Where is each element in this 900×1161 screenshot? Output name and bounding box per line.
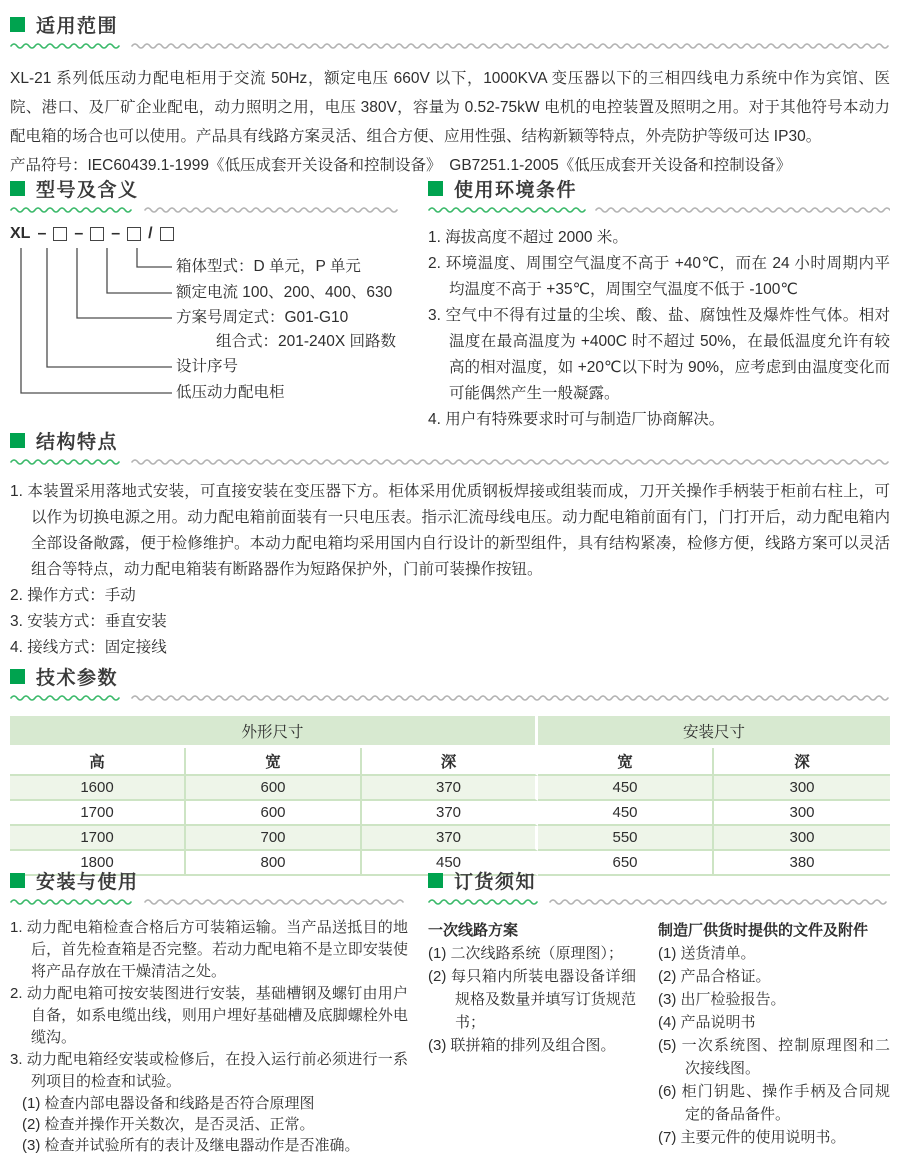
section-ordering (428, 868, 890, 1149)
ordering-left-heading: 一次线路方案 (428, 922, 519, 939)
list-item: (2) 每只箱内所装电器设备详细规格及数量并填写订货规范书； (428, 968, 636, 1031)
list-item: (7) 主要元件的使用说明书。 (658, 1129, 846, 1146)
green-square-bullet-icon (10, 873, 25, 888)
list-item: 3. 空气中不得有过量的尘埃、酸、盐、腐蚀性及爆炸性气体。相对温度在最高温度为 +400C 时不超过 50%，在最低温度允许有较高的相对温度，如 +20℃以下时为 90%，应考虑到由温度变化而可能偶然产生一般凝露。 (428, 307, 890, 402)
list-item: 4. 用户有特殊要求时可与制造厂协商解决。 (428, 411, 725, 428)
scope-paragraph: XL-21 系列低压动力配电柜用于交流 50Hz，额定电压 660V 以下，1000KVA 变压器以下的三相四线电力系统中作为宾馆、医院、港口、及厂矿企业配电，动力照明之用，电压 380V，容量为 0.52-75kW 电机的电控装置及照明之用。对于其他符号本动力配电箱的场合也可以使用。产品具有线路方案灵活、组合方便、应用性强、结构新颖等特点，外壳防护等级可达 IP30。 (10, 70, 890, 145)
table-cell: 1800 (10, 851, 186, 876)
wave-green-segment (10, 40, 122, 52)
wave-green-segment (10, 456, 122, 468)
sub-list-item: (3) 检查并试验所有的表计及继电器动作是否准确。 (22, 1137, 360, 1154)
model-label-product-name: 低压动力配电柜 (176, 384, 285, 401)
model-code-diagram (10, 224, 402, 420)
list-item: 1. 动力配电箱检查合格后方可装箱运输。当产品送抵目的地后，首先检查箱是否完整。若动力配电箱不是立即安装使将产品存放在干燥清洁之处。 (10, 919, 408, 980)
section-tech (10, 664, 890, 876)
wave-gray-segment (131, 692, 890, 704)
wave-gray-segment (131, 456, 890, 468)
model-code-separator: – (74, 225, 84, 242)
model-code-prefix: XL (10, 225, 31, 242)
table-cell: 600 (186, 801, 362, 826)
list-item: (3) 出厂检验报告。 (658, 991, 786, 1008)
ordering-right-column (658, 919, 890, 1149)
section-header (10, 868, 408, 892)
wave-divider (10, 456, 890, 468)
table-col-header: 深 (714, 748, 890, 776)
list-item: 2. 动力配电箱可按安装图进行安装，基础槽钢及螺钉由用户自备，如系电缆出线，则用户埋好基础槽及底脚螺栓外电缆沟。 (10, 985, 408, 1046)
list-item: 1. 本装置采用落地式安装，可直接安装在变压器下方。柜体采用优质钢板焊接或组装而成，刀开关操作手柄装于柜前右柱上，可以作为切换电源之用。动力配电箱前面装有一只电压表。指示汇流母线电压。动力配电箱前面有门，门打开后，动力配电箱内全部设备敞露，便于检修维护。本动力配电箱均采用国内自行设计的新型组件，具有结构紧凑，检修方便，线路方案可以灵活组合等特点，动力配电箱装有断路器作为短路保护外，门前可装操作按钮。 (10, 483, 890, 578)
section-header (10, 176, 402, 200)
wave-green-segment (10, 692, 122, 704)
wave-gray-segment (549, 896, 890, 908)
section-model (10, 176, 402, 420)
list-item: 2. 操作方式：手动 (10, 587, 136, 604)
table-group-header-install: 安装尺寸 (538, 716, 890, 748)
wave-divider (10, 692, 890, 704)
wave-divider (428, 204, 890, 216)
list-item: 3. 动力配电箱经安装或检修后，在投入运行前必须进行一系列项目的检查和试验。 (10, 1051, 408, 1090)
section-title: 安装与使用 (36, 871, 139, 893)
ordering-right-heading: 制造厂供货时提供的文件及附件 (658, 922, 869, 939)
table-cell: 370 (362, 826, 538, 851)
table-cell: 380 (714, 851, 890, 876)
wave-gray-segment (595, 204, 890, 216)
table-cell: 300 (714, 801, 890, 826)
wave-green-segment (10, 204, 135, 216)
green-square-bullet-icon (10, 433, 25, 448)
table-cell: 1600 (10, 776, 186, 801)
wave-green-segment (428, 204, 586, 216)
model-label-scheme-combined: 组合式：201-240X 回路数 (216, 333, 397, 350)
sub-list-item: (1) 检查内部电器设备和线路是否符合原理图 (22, 1095, 315, 1112)
table-row (10, 826, 890, 851)
table-cell: 600 (186, 776, 362, 801)
table-cell: 1700 (10, 826, 186, 851)
section-header (428, 176, 890, 200)
table-cell: 370 (362, 776, 538, 801)
table-col-header: 高 (10, 748, 186, 776)
list-item: (6) 柜门钥匙、操作手柄及合同规定的备品备件。 (658, 1083, 890, 1123)
table-cell: 300 (714, 776, 890, 801)
section-title: 使用环境条件 (454, 179, 578, 201)
list-item: 4. 接线方式：固定接线 (10, 639, 167, 656)
model-label-design-number: 设计序号 (176, 358, 239, 375)
ordering-left-column (428, 919, 636, 1149)
table-col-header: 宽 (538, 748, 714, 776)
list-item: (1) 送货清单。 (658, 945, 756, 962)
model-code-separator: – (37, 225, 47, 242)
table-cell: 1700 (10, 801, 186, 826)
table-cell: 550 (538, 826, 714, 851)
table-cell: 300 (714, 826, 890, 851)
table-cell: 450 (538, 776, 714, 801)
table-group-header-outline: 外形尺寸 (10, 716, 538, 748)
section-header (10, 664, 890, 688)
green-square-bullet-icon (10, 17, 25, 32)
wave-divider (10, 204, 402, 216)
model-label-scheme-fixed: 方案号周定式：G01-G10 (176, 309, 349, 326)
section-title: 结构特点 (36, 431, 119, 453)
section-title: 型号及含义 (36, 179, 139, 201)
model-code-separator: – (111, 225, 121, 242)
model-label-rated-current: 额定电流 100、200、400、630 (176, 284, 393, 301)
list-item: 1. 海拔高度不超过 2000 米。 (428, 229, 628, 246)
wave-gray-segment (144, 204, 402, 216)
section-header (10, 12, 890, 36)
wave-gray-segment (131, 40, 890, 52)
table-cell: 800 (186, 851, 362, 876)
green-square-bullet-icon (428, 181, 443, 196)
section-header (10, 428, 890, 452)
section-environment (428, 176, 890, 433)
wave-divider (428, 896, 890, 908)
table-cell: 450 (538, 801, 714, 826)
table-cell: 370 (362, 801, 538, 826)
specs-table (10, 716, 890, 876)
sub-list-item: (2) 检查并操作开关数次，是否灵活、正常。 (22, 1116, 315, 1133)
section-scope (10, 12, 890, 180)
wave-green-segment (428, 896, 540, 908)
list-item: (5) 一次系统图、控制原理图和二次接线图。 (658, 1037, 890, 1077)
green-square-bullet-icon (10, 181, 25, 196)
wave-divider (10, 40, 890, 52)
table-cell: 650 (538, 851, 714, 876)
model-label-box-type: 箱体型式：D 单元，P 单元 (176, 258, 361, 275)
table-col-header: 深 (362, 748, 538, 776)
green-square-bullet-icon (428, 873, 443, 888)
section-structure (10, 428, 890, 661)
table-row (10, 776, 890, 801)
wave-green-segment (10, 896, 135, 908)
section-install (10, 868, 408, 1156)
list-item: (4) 产品说明书 (658, 1014, 756, 1031)
table-cell: 450 (362, 851, 538, 876)
scope-product-symbols: 产品符号：IEC60439.1-1999《低压成套开关设备和控制设备》 GB7251.1-2005《低压成套开关设备和控制设备》 (10, 157, 792, 174)
wave-gray-segment (144, 896, 408, 908)
list-item: 2. 环境温度、周围空气温度不高于 +40℃，而在 24 小时周期内平均温度不高于 +35℃，周围空气温度不低于 -100℃ (428, 255, 890, 298)
list-item: 3. 安装方式：垂直安装 (10, 613, 167, 630)
table-cell: 700 (186, 826, 362, 851)
section-title: 订货须知 (454, 871, 537, 893)
section-header (428, 868, 890, 892)
table-col-header: 宽 (186, 748, 362, 776)
table-row (10, 801, 890, 826)
section-title: 技术参数 (36, 667, 119, 689)
list-item: (1) 二次线路系统（原理图）； (428, 945, 624, 962)
section-title: 适用范围 (36, 15, 119, 37)
wave-divider (10, 896, 408, 908)
list-item: (3) 联拼箱的排列及组合图。 (428, 1037, 616, 1054)
list-item: (2) 产品合格证。 (658, 968, 771, 985)
green-square-bullet-icon (10, 669, 25, 684)
model-code-slash: / (148, 225, 153, 242)
